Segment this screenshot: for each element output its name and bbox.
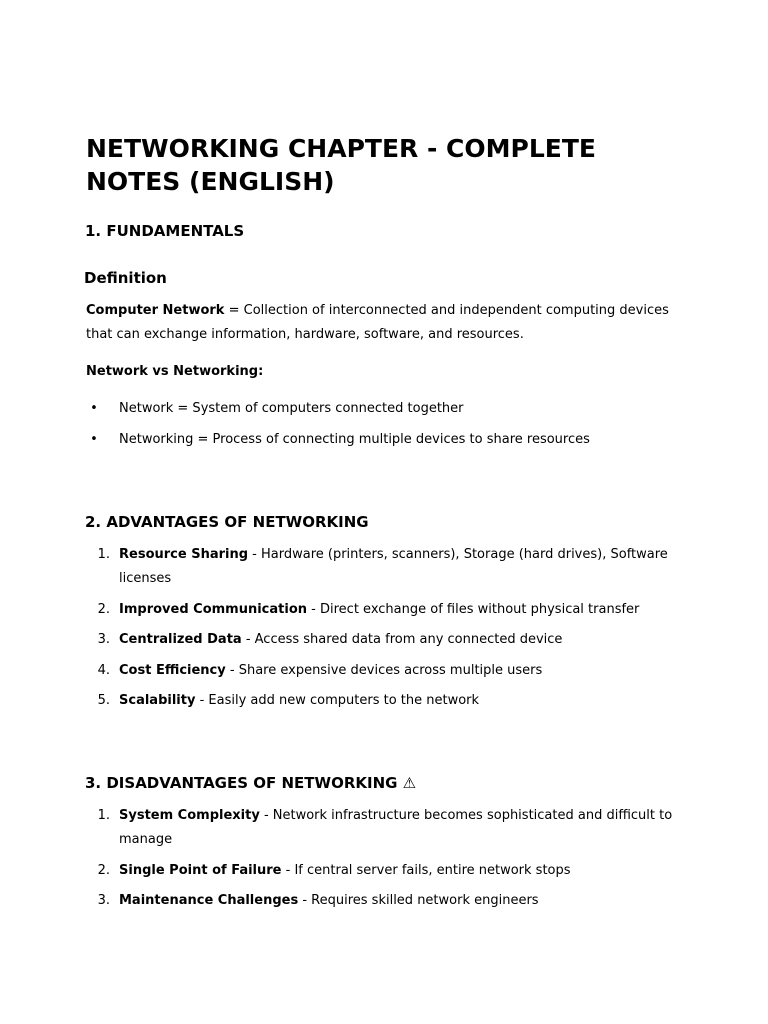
list-item [86, 804, 686, 852]
list-item-text: - Hardware (printers, scanners), Storage (hard drives), Software licenses [119, 547, 668, 586]
list-item-text: - Network infrastructure becomes sophisticated and difficult to manage [119, 808, 673, 847]
list-item-term: Resource Sharing [119, 547, 249, 562]
list-item-term: Centralized Data [119, 632, 242, 647]
list-item-text: - Easily add new computers to the network [195, 693, 480, 708]
disadvantages-list [86, 804, 686, 920]
list-item [86, 659, 686, 683]
bullet-marker: • [90, 401, 98, 416]
list-item-term: System Complexity [119, 808, 260, 823]
definition-term: Computer Network [86, 303, 225, 318]
network-vs-networking-label [86, 360, 686, 384]
network-vs-networking-text: Network vs Networking: [86, 364, 264, 379]
list-item-text: - Access shared data from any connected device [241, 632, 563, 647]
subheading-definition: Definition [84, 269, 167, 287]
network-definitions-list [86, 397, 686, 458]
definition-paragraph [86, 299, 686, 347]
list-item [86, 628, 686, 652]
list-item-term: Maintenance Challenges [119, 893, 299, 908]
list-number: 3. [97, 632, 110, 647]
list-number: 1. [97, 547, 110, 562]
list-item-text: Network = System of computers connected together [119, 401, 464, 416]
list-item [86, 428, 686, 452]
document-title: NETWORKING CHAPTER - COMPLETE NOTES (ENGLISH) [86, 134, 596, 196]
list-item [86, 859, 686, 883]
list-item-term: Single Point of Failure [119, 862, 282, 878]
list-number: 4. [97, 662, 110, 678]
definition-text: = Collection of interconnected and independent computing devices that can exchange information, hardware, software, and resources. [86, 303, 669, 342]
list-item-text: Networking = Process of connecting multiple devices to share resources [119, 431, 590, 447]
list-number: 5. [97, 693, 110, 708]
bullet-marker: • [90, 431, 98, 447]
list-item-term: Scalability [119, 693, 196, 708]
list-item [86, 397, 686, 421]
section-heading-advantages: 2. ADVANTAGES OF NETWORKING [85, 513, 369, 531]
list-item-text: - If central server fails, entire network stops [281, 862, 571, 878]
list-item [86, 543, 686, 591]
section-heading-disadvantages: 3. DISADVANTAGES OF NETWORKING ⚠ [85, 774, 417, 792]
list-number: 2. [97, 862, 110, 878]
list-item [86, 689, 686, 713]
section-heading-fundamentals: 1. FUNDAMENTALS [85, 222, 245, 240]
list-number: 1. [97, 808, 110, 823]
list-item-text: - Direct exchange of files without physical transfer [307, 601, 640, 617]
list-number: 3. [97, 893, 110, 908]
list-item-text: - Requires skilled network engineers [298, 893, 539, 908]
list-item [86, 598, 686, 622]
list-item-term: Cost Efficiency [119, 662, 226, 678]
list-item [86, 889, 686, 913]
advantages-list [86, 543, 686, 720]
list-number: 2. [97, 601, 110, 617]
list-item-term: Improved Communication [119, 601, 308, 617]
list-item-text: - Share expensive devices across multiple users [225, 662, 543, 678]
